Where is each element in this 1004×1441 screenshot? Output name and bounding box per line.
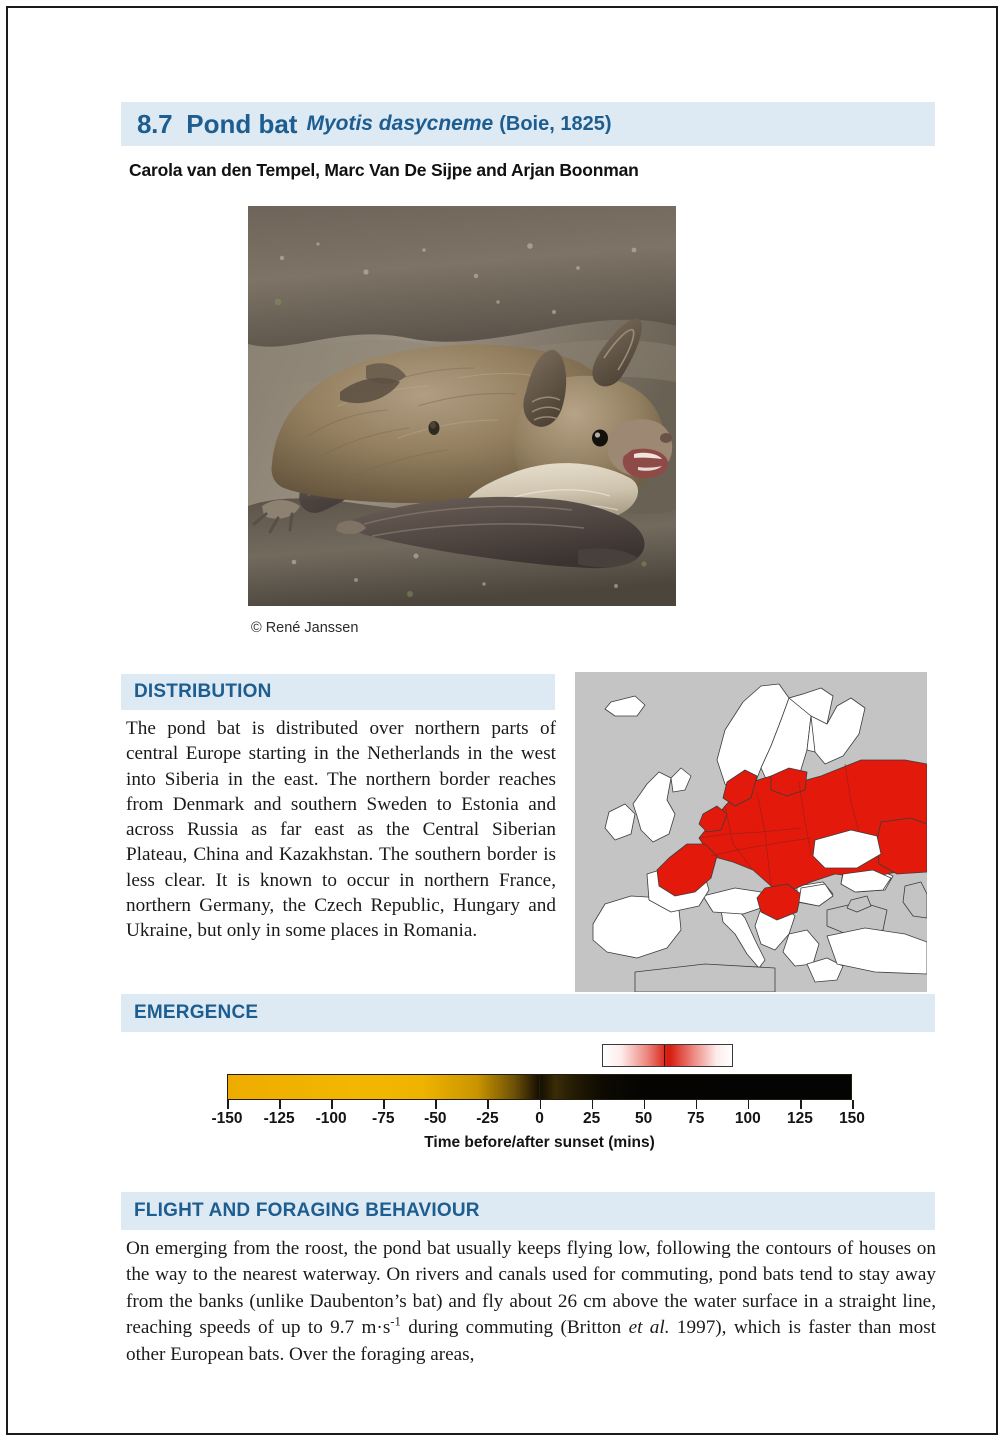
species-scientific-name: Myotis dasycneme bbox=[306, 112, 494, 135]
axis-tick-labels bbox=[211, 1110, 865, 1132]
axis-tick bbox=[592, 1100, 594, 1109]
axis-tick bbox=[644, 1100, 646, 1109]
species-common-name: Pond bat bbox=[186, 108, 298, 139]
flight-foraging-body-text bbox=[126, 1236, 936, 1368]
axis-tick-label: 75 bbox=[687, 1110, 705, 1127]
section-header-distribution bbox=[121, 674, 555, 710]
axis-tick-label: 25 bbox=[582, 1110, 601, 1127]
emergence-median-line bbox=[664, 1045, 666, 1066]
axis-tick bbox=[383, 1100, 385, 1109]
axis-tick-label: -75 bbox=[372, 1110, 395, 1127]
axis-tick bbox=[852, 1100, 854, 1109]
flight-text-part1: On emerging from the roost, the pond bat usually keeps flying low, following the contours of houses on the way to the nearest waterway. On rivers and canals used for commuting, pond bats tend to stay away from the banks (unlike Daubenton’s bat) and fly about 26 cm above the water surface in a straight line, reaching speeds of up to 9.7 m·s bbox=[126, 1238, 936, 1339]
page-frame bbox=[6, 6, 998, 1435]
flight-text-part3: 1997), which is faster than most other European bats. Over the foraging areas, bbox=[126, 1317, 936, 1365]
axis-tick bbox=[331, 1100, 333, 1109]
axis-tick bbox=[696, 1100, 698, 1109]
axis-tick-label: 50 bbox=[635, 1110, 653, 1127]
section-header-emergence bbox=[121, 994, 935, 1032]
sunset-zero-line bbox=[539, 1075, 541, 1099]
axis-tick bbox=[279, 1100, 281, 1109]
axis-tick-label: 150 bbox=[839, 1110, 865, 1127]
axis-tick bbox=[748, 1100, 750, 1109]
species-authority: (Boie, 1825) bbox=[499, 112, 612, 135]
authors-line: Carola van den Tempel, Marc Van De Sijpe and Arjan Boonman bbox=[129, 160, 639, 180]
flight-text-italic-etal: et al. bbox=[628, 1317, 670, 1339]
axis-tick bbox=[435, 1100, 437, 1109]
section-label: EMERGENCE bbox=[134, 1002, 259, 1023]
axis-tick bbox=[487, 1100, 489, 1109]
flight-text-superscript: -1 bbox=[390, 1314, 401, 1329]
axis-tick-label: -25 bbox=[476, 1110, 499, 1127]
chapter-title-band bbox=[121, 102, 935, 146]
axis-tick bbox=[800, 1100, 802, 1109]
axis-tick-label: -150 bbox=[211, 1110, 243, 1127]
section-label: DISTRIBUTION bbox=[134, 681, 272, 702]
axis-tick bbox=[540, 1100, 542, 1109]
distribution-body-text: The pond bat is distributed over northern parts of central Europe starting in the Netherlands in the west into Siberia in the east. The northern border reaches from Denmark and southern Sweden to Estonia and across Russia as far east as the Central Siberian Plateau, China and Kazakhstan. The southern border is less clear. It is known to occur in northern France, northern Germany, the Czech Republic, Hungary and Ukraine, but only in some places in Romania. bbox=[126, 718, 556, 942]
axis-tick-label: 0 bbox=[535, 1110, 544, 1127]
axis-tick-label: -50 bbox=[424, 1110, 447, 1127]
species-photo bbox=[248, 206, 676, 606]
axis-ticks bbox=[227, 1100, 852, 1109]
chapter-number: 8.7 bbox=[137, 108, 173, 139]
pre-sunset-gradient bbox=[228, 1075, 540, 1099]
axis-tick-label: -125 bbox=[263, 1110, 295, 1127]
x-axis-title: Time before/after sunset (mins) bbox=[424, 1134, 655, 1151]
axis-tick-label: 100 bbox=[734, 1110, 761, 1127]
europe-range-map bbox=[575, 672, 927, 992]
section-header-flight-foraging bbox=[121, 1192, 935, 1230]
emergence-range-indicator bbox=[602, 1044, 733, 1067]
sunset-gradient-bar bbox=[227, 1074, 852, 1100]
distribution-map bbox=[575, 672, 927, 992]
axis-tick bbox=[227, 1100, 229, 1109]
bat-photo-illustration bbox=[248, 206, 676, 606]
flight-text-part2: during commuting (Britton bbox=[400, 1317, 629, 1339]
section-label: FLIGHT AND FORAGING BEHAVIOUR bbox=[134, 1200, 480, 1221]
photo-caption: © René Janssen bbox=[251, 620, 359, 636]
post-sunset-gradient bbox=[540, 1075, 852, 1099]
axis-tick-label: -100 bbox=[315, 1110, 347, 1127]
emergence-chart bbox=[121, 1038, 935, 1178]
axis-tick-label: 125 bbox=[786, 1110, 813, 1127]
